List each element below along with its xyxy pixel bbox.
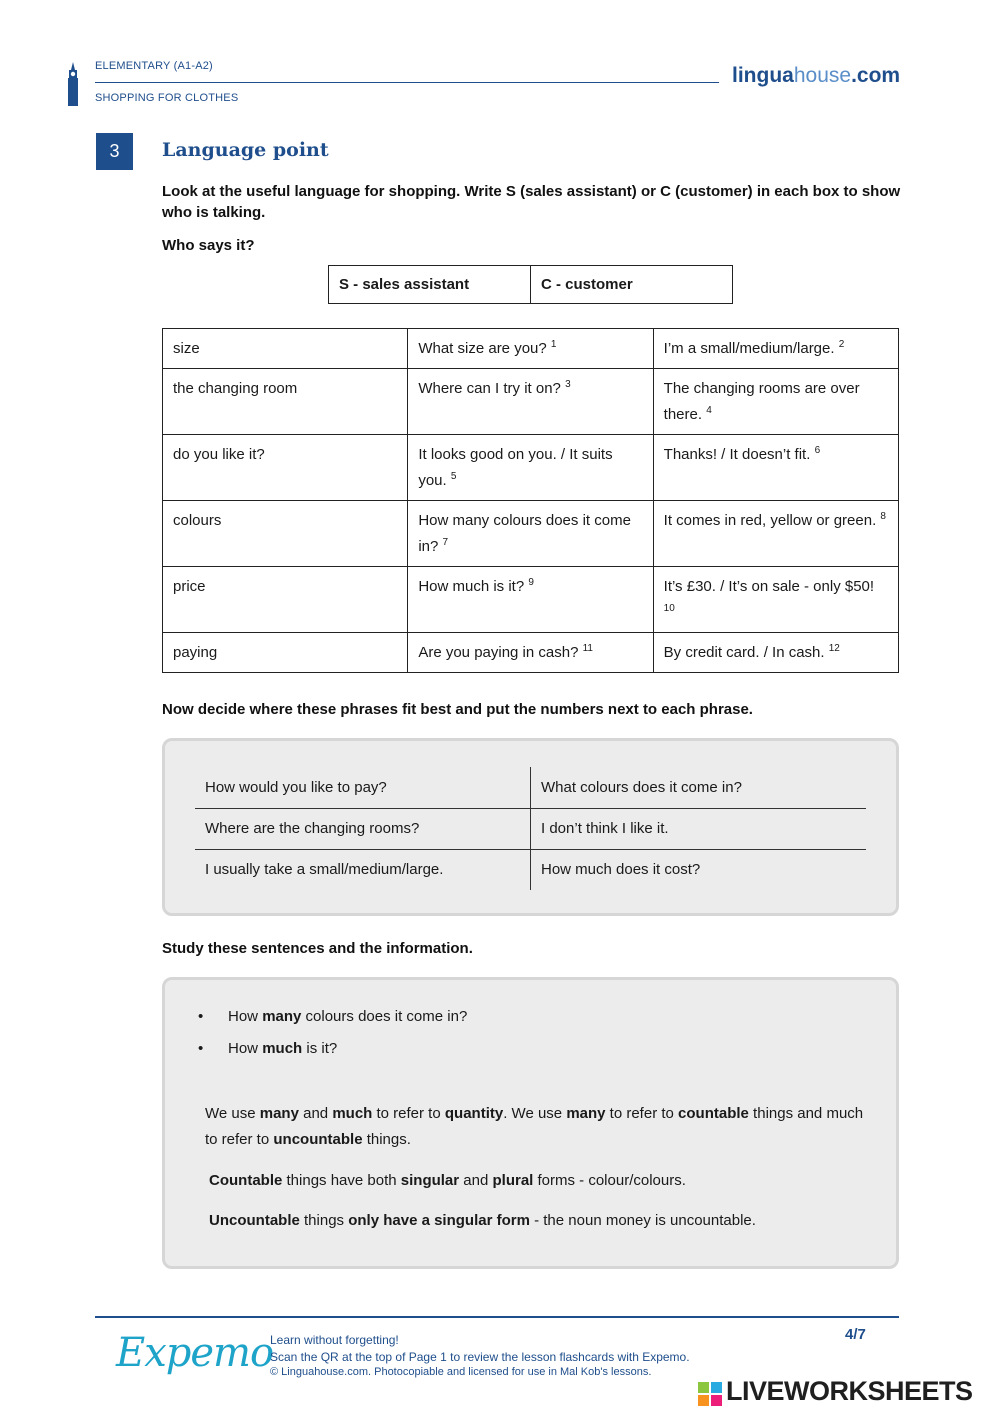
level-label: ELEMENTARY (A1-A2)	[95, 60, 213, 72]
footer-divider	[95, 1316, 899, 1318]
liveworksheets-icon	[698, 1382, 722, 1406]
key-customer: C - customer	[541, 276, 633, 293]
phrase-cell: Thanks! / It doesn’t fit. $^6$	[653, 435, 898, 501]
topic-cell: the changing room	[163, 369, 408, 435]
phrase-cell: What size are you? $^1$	[408, 329, 653, 369]
big-ben-icon	[66, 62, 80, 106]
bullet-icon: •	[198, 1008, 204, 1025]
phrase-cell: Are you paying in cash? $^{11}$	[408, 633, 653, 673]
answer-number: 9	[528, 577, 534, 588]
phrase-cell: I don’t think I like it.	[531, 808, 867, 849]
header-divider	[95, 82, 719, 83]
topic-cell: paying	[163, 633, 408, 673]
study-instruction: Study these sentences and the information.	[162, 940, 473, 957]
phrase-cell: Where can I try it on? $^3$	[408, 369, 653, 435]
phrase-cell: By credit card. / In cash. $^{12}$	[653, 633, 898, 673]
table-row	[163, 329, 899, 369]
who-says-it-label: Who says it?	[162, 237, 255, 254]
footer-copyright: © Linguahouse.com. Photocopiable and licensed for use in Mal Kob's lessons.	[270, 1366, 652, 1378]
topic-cell: do you like it?	[163, 435, 408, 501]
shopping-language-table	[162, 328, 899, 673]
phrases-table	[195, 767, 866, 890]
bullet-icon: •	[198, 1040, 204, 1057]
phrase-cell: It’s £30. / It’s on sale - only $50! $^{10}$	[653, 567, 898, 633]
table-row	[163, 435, 899, 501]
phrase-cell: It comes in red, yellow or green. $^8$	[653, 501, 898, 567]
answer-number: 2	[838, 339, 845, 350]
example-bullet: • How much is it?	[198, 1040, 338, 1057]
page-number: 4/7	[845, 1326, 866, 1343]
phrase-cell: The changing rooms are over there. $^4$	[653, 369, 898, 435]
grammar-rule-quantity: We use many and much to refer to quantity. We use many to refer to countable things and much to refer to uncountable things.	[205, 1105, 864, 1148]
phrase-cell: How many colours does it come in? $^7$	[408, 501, 653, 567]
answer-number: 6	[814, 445, 821, 456]
topic-cell: size	[163, 329, 408, 369]
grammar-rule-countable: Countable things have both singular and plural forms - colour/colours.	[209, 1172, 686, 1189]
answer-number: 5	[450, 471, 457, 482]
key-sales-assistant: S - sales assistant	[329, 266, 531, 303]
topic-cell: colours	[163, 501, 408, 567]
phrase-row	[195, 767, 866, 808]
answer-number: 10	[663, 603, 675, 614]
phrase-row	[195, 808, 866, 849]
expemo-logo[interactable]: Expemo	[116, 1330, 274, 1376]
footer-qr-note: Scan the QR at the top of Page 1 to review the lesson flashcards with Expemo.	[270, 1350, 690, 1364]
decide-instruction: Now decide where these phrases fit best and put the numbers next to each phrase.	[162, 701, 753, 718]
grammar-rule-uncountable: Uncountable things only have a singular form - the noun money is uncountable.	[209, 1212, 756, 1229]
section-title: Language point	[162, 139, 329, 161]
example-bullet: • How many colours does it come in?	[198, 1008, 468, 1025]
phrase-cell: I usually take a small/medium/large.	[195, 849, 531, 890]
answer-number: 1	[550, 339, 557, 350]
answer-number: 7	[442, 537, 449, 548]
phrase-cell: It looks good on you. / It suits you. $^5$	[408, 435, 653, 501]
answer-number: 4	[706, 405, 712, 416]
table-row	[163, 369, 899, 435]
phrase-cell: How much does it cost?	[541, 861, 701, 879]
table-row	[163, 501, 899, 567]
topic-label: SHOPPING FOR CLOTHES	[95, 92, 239, 104]
section-number: 3	[96, 133, 133, 170]
phrase-row	[195, 849, 866, 890]
liveworksheets-watermark[interactable]: LIVEWORKSHEETS	[726, 1376, 973, 1406]
legend-key	[328, 265, 733, 304]
table-row	[163, 567, 899, 633]
brand-logo[interactable]: linguahouse.com	[732, 64, 901, 87]
table-row	[163, 633, 899, 673]
answer-number: 3	[565, 379, 571, 390]
phrase-cell: What colours does it come in?	[531, 767, 867, 808]
intro-instruction: Look at the useful language for shopping. Write S (sales assistant) or C (customer) in each box to show who is talking.	[162, 183, 901, 221]
phrase-cell: I’m a small/medium/large. $^2$	[653, 329, 898, 369]
phrase-cell: How would you like to pay?	[195, 767, 531, 808]
phrase-cell: How much is it? $^9$	[408, 567, 653, 633]
phrase-cell: Where are the changing rooms?	[195, 808, 531, 849]
topic-cell: price	[163, 567, 408, 633]
answer-number: 12	[828, 643, 840, 654]
answer-number: 11	[582, 643, 593, 654]
answer-number: 8	[880, 511, 886, 522]
footer-tagline: Learn without forgetting!	[270, 1333, 399, 1347]
